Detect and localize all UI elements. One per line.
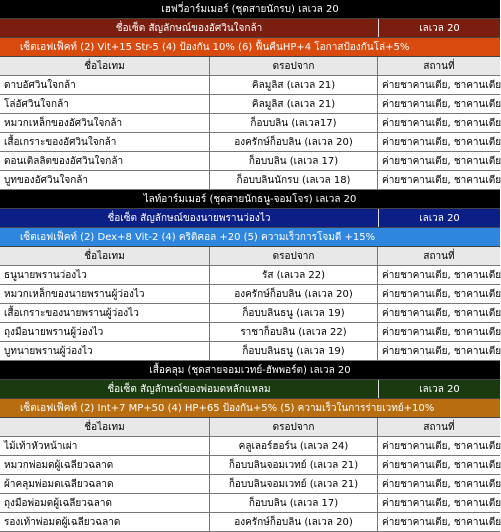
drop-source: ก็อบบลินจอมเวทย์ (เลเวล 21) xyxy=(210,456,378,474)
location: ค่ายชาคานเตีย, ชาคานเตีย xyxy=(382,307,501,319)
drop-source: ราชาก็อบลิน (เลเวล 22) xyxy=(210,323,378,341)
set2-level: เลเวล 20 xyxy=(378,209,500,227)
item-name: ดอนเติลลิตของอัศวินใจกล้า xyxy=(0,152,210,170)
location: ค่ายชาคานเตีย, ชาคานเตีย xyxy=(382,497,501,509)
col-item-name: ชื่อไอเทม xyxy=(0,247,210,265)
item-name: หมวกพ่อมดผู้เฉลียวฉลาด xyxy=(0,456,210,474)
set3-level: เลเวล 20 xyxy=(378,380,500,398)
table-row xyxy=(0,285,500,304)
table-row xyxy=(0,171,500,190)
drop-source: องครักษ์ก็อบลิน (เลเวล 20) xyxy=(210,513,378,531)
set3-title: เสื้อคลุม (ชุดสายจอมเวทย์-ฮัพพอร์ต) เลเวล 20 xyxy=(0,361,500,380)
drop-source: คิลมูลิส (เลเวล 21) xyxy=(210,95,378,113)
set1-title: เฮฟวี่อาร์มเมอร์ (ชุดสายนักรบ) เลเวล 20 xyxy=(0,0,500,19)
col-drop-from: ดรอปจาก xyxy=(210,418,378,436)
set1-level: เลเวล 20 xyxy=(378,19,500,37)
location: ค่ายชาคานเตีย, ชาคานเตีย xyxy=(382,345,501,357)
table-row xyxy=(0,323,500,342)
item-name: เสื้อเกราะของนายพรานผู้ว่องไว xyxy=(0,304,210,322)
set3-name-row xyxy=(0,380,500,399)
location: ค่ายชาคานเตีย, ชาคานเตีย xyxy=(382,117,501,129)
table-row xyxy=(0,76,500,95)
set3-table-header xyxy=(0,418,500,437)
drop-source: คลูเลอร์ฮอร์น (เลเวล 24) xyxy=(210,437,378,455)
drop-source: ก็อบบลิน (เลเวล17) xyxy=(210,114,378,132)
location: ค่ายชาคานเตีย, ชาคานเตีย xyxy=(382,269,501,281)
col-item-name: ชื่อไอเทม xyxy=(0,57,210,75)
set1-bonus: เซ็ตเอฟเฟ็คท์ (2) Vit+15 Str-5 (4) ป้องกัน 10% (6) ฟื้นคืนHP+4 โอกาสป้องกันโล่+5% xyxy=(0,38,500,57)
location: ค่ายชาคานเตีย, ชาคานเตีย xyxy=(382,516,501,528)
table-row xyxy=(0,114,500,133)
set2-bonus: เซ็ตเอฟเฟ็คท์ (2) Dex+8 Vit-2 (4) คริติคอล +20 (5) ความเร็วการโจมตี +15% xyxy=(0,228,500,247)
set1-name-row xyxy=(0,19,500,38)
drop-source: ก็อบบลิน (เลเวล 17) xyxy=(210,494,378,512)
set3-bonus: เซ็ตเอฟเฟ็คท์ (2) Int+7 MP+50 (4) HP+65 ป้องกัน+5% (5) ความเร็วในการร่ายเวทย์+10% xyxy=(0,399,500,418)
set1-name: ชื่อเซ็ต สัญลักษณ์ของอัศวินใจกล้า xyxy=(115,22,263,34)
table-row xyxy=(0,133,500,152)
item-name: ผ้าคลุมพ่อมดเฉลียวฉลาด xyxy=(0,475,210,493)
item-name: รองเท้าพ่อมดผู้เฉลียวฉลาด xyxy=(0,513,210,531)
location: ค่ายชาคานเตีย, ชาคานเตีย xyxy=(382,478,501,490)
item-name: ดาบอัศวินใจกล้า xyxy=(0,76,210,94)
set3-name: ชื่อเซ็ต สัญลักษณ์ของพ่อมดหลักแหลม xyxy=(107,383,271,395)
location: ค่ายชาคานเตีย, ชาคานเตีย xyxy=(382,326,501,338)
col-location: สถานที่ xyxy=(423,60,455,72)
col-location: สถานที่ xyxy=(423,250,455,262)
drop-source: ก็อบบลินนักรบ (เลเวล 18) xyxy=(210,171,378,189)
table-row xyxy=(0,342,500,361)
location: ค่ายชาคานเตีย, ชาคานเตีย xyxy=(382,459,501,471)
set2-name-row xyxy=(0,209,500,228)
drop-source: องครักษ์ก็อบลิน (เลเวล 20) xyxy=(210,285,378,303)
table-row xyxy=(0,513,500,532)
item-name: บูทของอัศวินใจกล้า xyxy=(0,171,210,189)
location: ค่ายชาคานเตีย, ชาคานเตีย xyxy=(382,79,501,91)
item-name: ถุงมือนายพรานผู้ว่องไว xyxy=(0,323,210,341)
location: ค่ายชาคานเตีย, ชาคานเตีย xyxy=(382,174,501,186)
item-name: หมวกเหล็กของอัศวินใจกล้า xyxy=(0,114,210,132)
set2-table-header xyxy=(0,247,500,266)
table-row xyxy=(0,475,500,494)
drop-source: รัส (เลเวล 22) xyxy=(210,266,378,284)
location: ค่ายชาคานเตีย, ชาคานเตีย xyxy=(382,98,501,110)
item-name: โล่อัศวินใจกล้า xyxy=(0,95,210,113)
drop-source: ก็อบบลินธนู (เลเวล 19) xyxy=(210,342,378,360)
table-row xyxy=(0,456,500,475)
item-name: เสื้อเกราะของอัศวินใจกล้า xyxy=(0,133,210,151)
drop-source: ก็อบบลินธนู (เลเวล 19) xyxy=(210,304,378,322)
item-name: บูทนายพรานผู้ว่องไว xyxy=(0,342,210,360)
col-location: สถานที่ xyxy=(423,421,455,433)
col-item-name: ชื่อไอเทม xyxy=(0,418,210,436)
item-name: ธนูนายพรานว่องไว xyxy=(0,266,210,284)
table-row xyxy=(0,95,500,114)
set2-name: ชื่อเซ็ต สัญลักษณ์ของนายพรานว่องไว xyxy=(107,212,271,224)
table-row xyxy=(0,494,500,513)
drop-source: องครักษ์ก็อบลิน (เลเวล 20) xyxy=(210,133,378,151)
item-name: ไม้เท้าหัวหน้าเผ่า xyxy=(0,437,210,455)
location: ค่ายชาคานเตีย, ชาคานเตีย xyxy=(382,288,501,300)
drop-source: คิลมูลิส (เลเวล 21) xyxy=(210,76,378,94)
col-drop-from: ดรอปจาก xyxy=(210,247,378,265)
item-name: หมวกเหล็กของนายพรานผู้ว่องไว xyxy=(0,285,210,303)
table-row xyxy=(0,152,500,171)
drop-source: ก็อบบลิน (เลเวล 17) xyxy=(210,152,378,170)
location: ค่ายชาคานเตีย, ชาคานเตีย xyxy=(382,136,501,148)
set1-table-header xyxy=(0,57,500,76)
set2-title: ไลท์อาร์มเมอร์ (ชุดสายนักธนู-จอมโจร) เลเวล 20 xyxy=(0,190,500,209)
drop-source: ก็อบบลินจอมเวทย์ (เลเวล 21) xyxy=(210,475,378,493)
item-name: ถุงมือพ่อมดผู้เฉลียวฉลาด xyxy=(0,494,210,512)
table-row xyxy=(0,266,500,285)
table-row xyxy=(0,304,500,323)
location: ค่ายชาคานเตีย, ชาคานเตีย xyxy=(382,155,501,167)
table-row xyxy=(0,437,500,456)
location: ค่ายชาคานเตีย, ชาคานเตีย xyxy=(382,440,501,452)
col-drop-from: ดรอปจาก xyxy=(210,57,378,75)
